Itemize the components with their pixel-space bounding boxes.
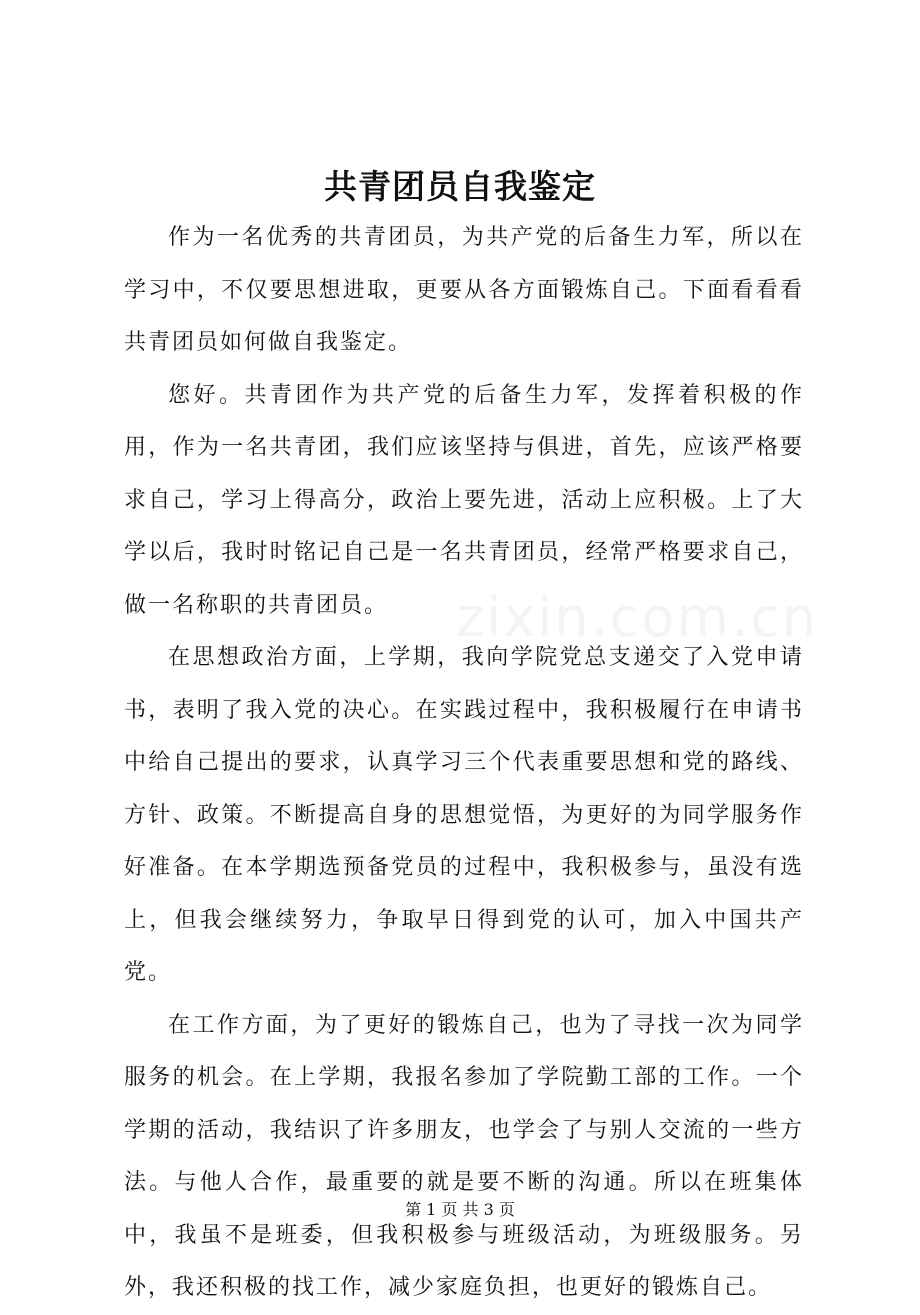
paragraph-greeting: 您好。共青团作为共产党的后备生力军，发挥着积极的作用，作为一名共青团，我们应该坚持与俱进，首先，应该严格要求自己，学习上得高分，政治上要先进，活动上应积极。上了大学以后，我时时铭记自己是一名共青团员，经常严格要求自己，做一名称职的共青团员。 xyxy=(124,382,804,618)
paragraph-political: 在思想政治方面，上学期，我向学院党总支递交了入党申请书，表明了我入党的决心。在实践过程中，我积极履行在申请书中给自己提出的要求，认真学习三个代表重要思想和党的路线、方针、政策。不断提高自身的思想觉悟，为更好的为同学服务作好准备。在本学期选预备党员的过程中，我积极参与，虽没有选上，但我会继续努力，争取早日得到党的认可，加入中国共产党。 xyxy=(124,645,804,985)
paragraph-intro: 作为一名优秀的共青团员，为共产党的后备生力军，所以在学习中，不仅要思想进取，更要从各方面锻炼自己。下面看看看共青团员如何做自我鉴定。 xyxy=(124,225,804,355)
document-body xyxy=(124,212,804,1315)
paragraph-work: 在工作方面，为了更好的锻炼自己，也为了寻找一次为同学服务的机会。在上学期，我报名参加了学院勤工部的工作。一个学期的活动，我结识了许多朋友，也学会了与别人交流的一些方法。与他人合作，最重要的就是要不断的沟通。所以在班集体中，我虽不是班委，但我积极参与班级活动，为班级服务。另外，我还积极的找工作，减少家庭负担，也更好的锻炼自己。 xyxy=(124,1012,804,1300)
document-title: 共青团员自我鉴定 xyxy=(324,167,596,206)
watermark: zixin.com.cn xyxy=(456,586,819,649)
page-footer: 第 1 页 共 3 页 xyxy=(405,1200,515,1219)
